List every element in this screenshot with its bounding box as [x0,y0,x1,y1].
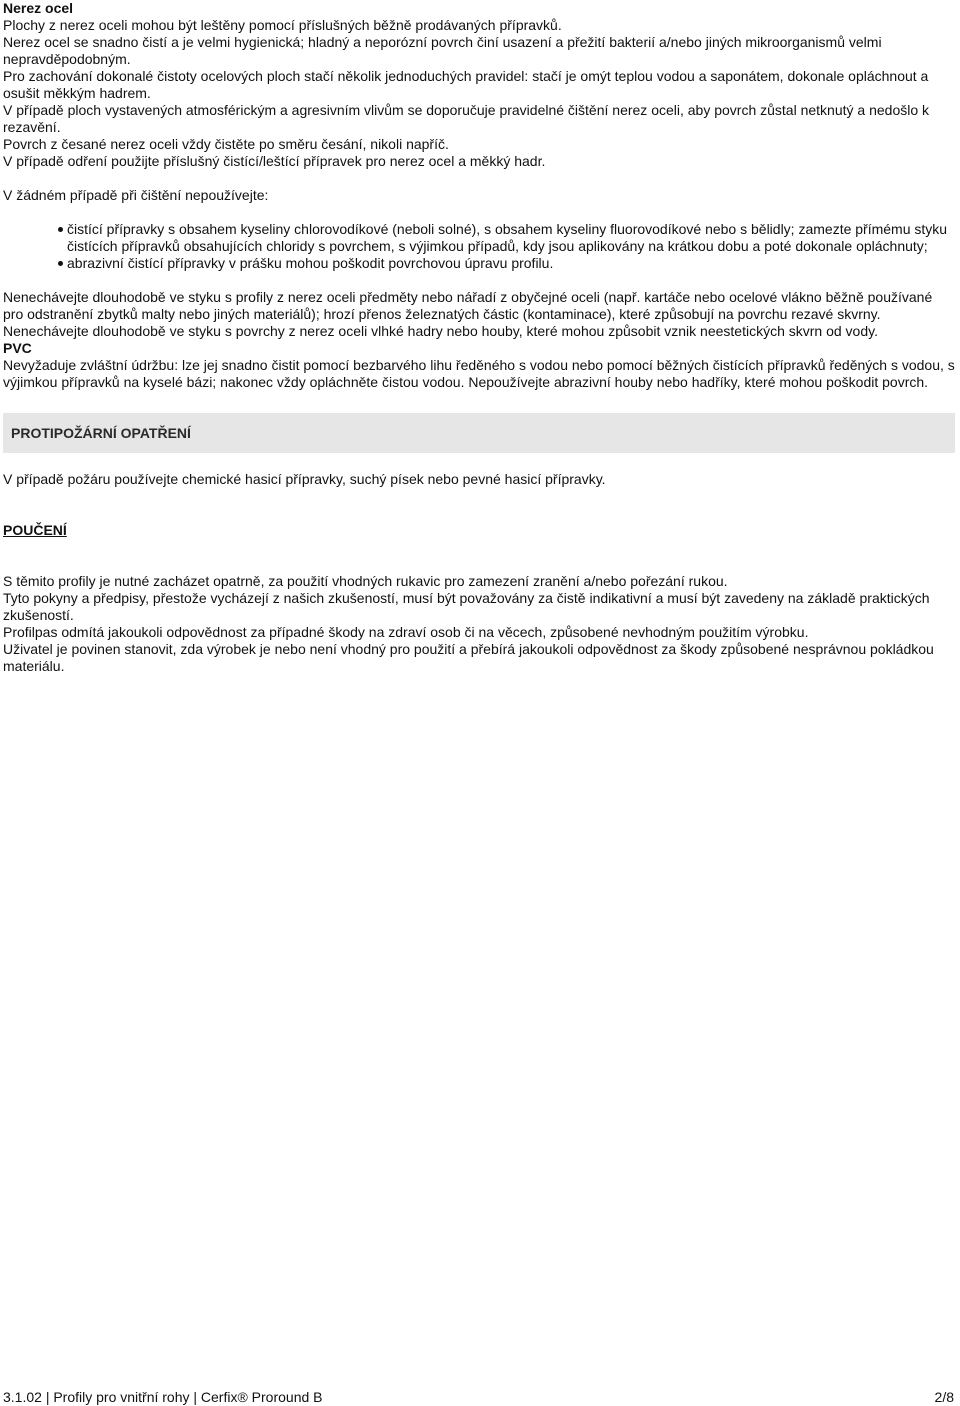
footer-page-number: 2/8 [934,1389,954,1405]
stainless-paragraph: Nenechávejte dlouhodobě ve styku s profily z nerez oceli předměty nebo nářadí z obyčejné oceli (např. kartáče nebo ocelové vlákno běžně používané pro odstranění zbytků malty nebo jiných materiálů); hrozí přenos železnatých částic (kontaminace), které způsobují na povrchu rezavé skvrny. [3,289,933,322]
list-item [67,255,955,272]
list-item [67,221,955,255]
pvc-paragraph: Nevyžaduje zvláštní údržbu: lze jej snadno čistit pomocí bezbarvého lihu ředěného s vodou nebo pomocí běžných čistících přípravků ředěných s vodou, s výjimkou přípravků na kyselé bázi; nakonec vždy opláchněte čistou vodou. Nepoužívejte abrazivní houby nebo hadříky, které mohou poškodit povrch. [3,357,955,390]
never-use-list [3,221,955,272]
bullet-icon [58,261,63,266]
never-use-intro: V žádném případě při čištění nepoužívejte: [3,187,269,203]
stainless-paragraph: Plochy z nerez oceli mohou být leštěny pomocí příslušných běžně prodávaných přípravků. [3,17,562,33]
fire-section-title [3,413,955,453]
spacer [3,539,955,573]
stainless-heading: Nerez ocel [3,0,74,16]
stainless-paragraph: Povrch z česané nerez oceli vždy čistěte po směru česání, nikoli napříč. [3,136,449,152]
fire-section-title-text: PROTIPOŽÁRNÍ OPATŘENÍ [11,424,191,441]
instructions-paragraph: Profilpas odmítá jakoukoli odpovědnost za případné škody na zdraví osob či na věcech, způsobené nevhodným použitím výrobku. [3,624,809,640]
pvc-heading: PVC [3,340,32,356]
spacer [3,453,955,471]
fire-paragraph: V případě požáru používejte chemické hasicí přípravky, suchý písek nebo pevné hasicí přípravky. [3,471,606,487]
stainless-paragraph: Nerez ocel se snadno čistí a je velmi hygienická; hladný a neporózní povrch činí usazení a přežití bakterií a/nebo jiných mikroorganismů velmi nepravděpodobným. [3,34,882,67]
stainless-paragraph: Pro zachování dokonalé čistoty ocelových ploch stačí několik jednoduchých pravidel: stačí je omýt teplou vodou a saponátem, dokonale opláchnout a osušit měkkým hadrem. [3,68,929,101]
instructions-title: POUČENÍ [3,522,67,538]
footer-document-info: 3.1.02 | Profily pro vnitřní rohy | Cerfix® Proround B [3,1389,323,1405]
instructions-paragraph: S těmito profily je nutné zacházet opatrně, za použití vhodných rukavic pro zamezení zranění a/nebo pořezání rukou. [3,573,728,589]
document-page [3,0,955,675]
bullet-icon [58,227,63,232]
instructions-paragraph: Tyto pokyny a předpisy, přestože vycházejí z našich zkušeností, musí být považovány za čistě indikativní a musí být zavedeny na základě praktických zkušeností. [3,590,930,623]
stainless-paragraph: Nenechávejte dlouhodobě ve styku s povrchy z nerez oceli vlhké hadry nebo houby, které mohou způsobit vznik neestetických skvrn od vody. [3,323,878,339]
instructions-paragraph: Uživatel je povinen stanovit, zda výrobek je nebo není vhodný pro použití a přebírá jakoukoli odpovědnost za škody způsobené nesprávnou pokládkou materiálu. [3,641,934,674]
list-item-text: abrazivní čistící přípravky v prášku mohou poškodit povrchovou úpravu profilu. [67,255,554,271]
stainless-paragraph: V případě ploch vystavených atmosférickým a agresivním vlivům se doporučuje pravidelné čištění nerez oceli, aby povrch zůstal netknutý a nedošlo k rezavění. [3,102,930,135]
list-item-text: čistící přípravky s obsahem kyseliny chlorovodíkové (neboli solné), s obsahem kyseliny fluorovodíkové nebo s bělidly; zamezte přímému styku čistících přípravků obsahujících chloridy s povrchem, s výjimkou případů, kdy jsou aplikovány na krátkou dobu a poté dokonale opláchnuty; [67,221,948,254]
spacer [3,170,955,187]
spacer [3,488,955,522]
page-footer [3,1389,954,1406]
stainless-paragraph: V případě odření použijte příslušný čistící/leštící přípravek pro nerez ocel a měkký hadr. [3,153,546,169]
